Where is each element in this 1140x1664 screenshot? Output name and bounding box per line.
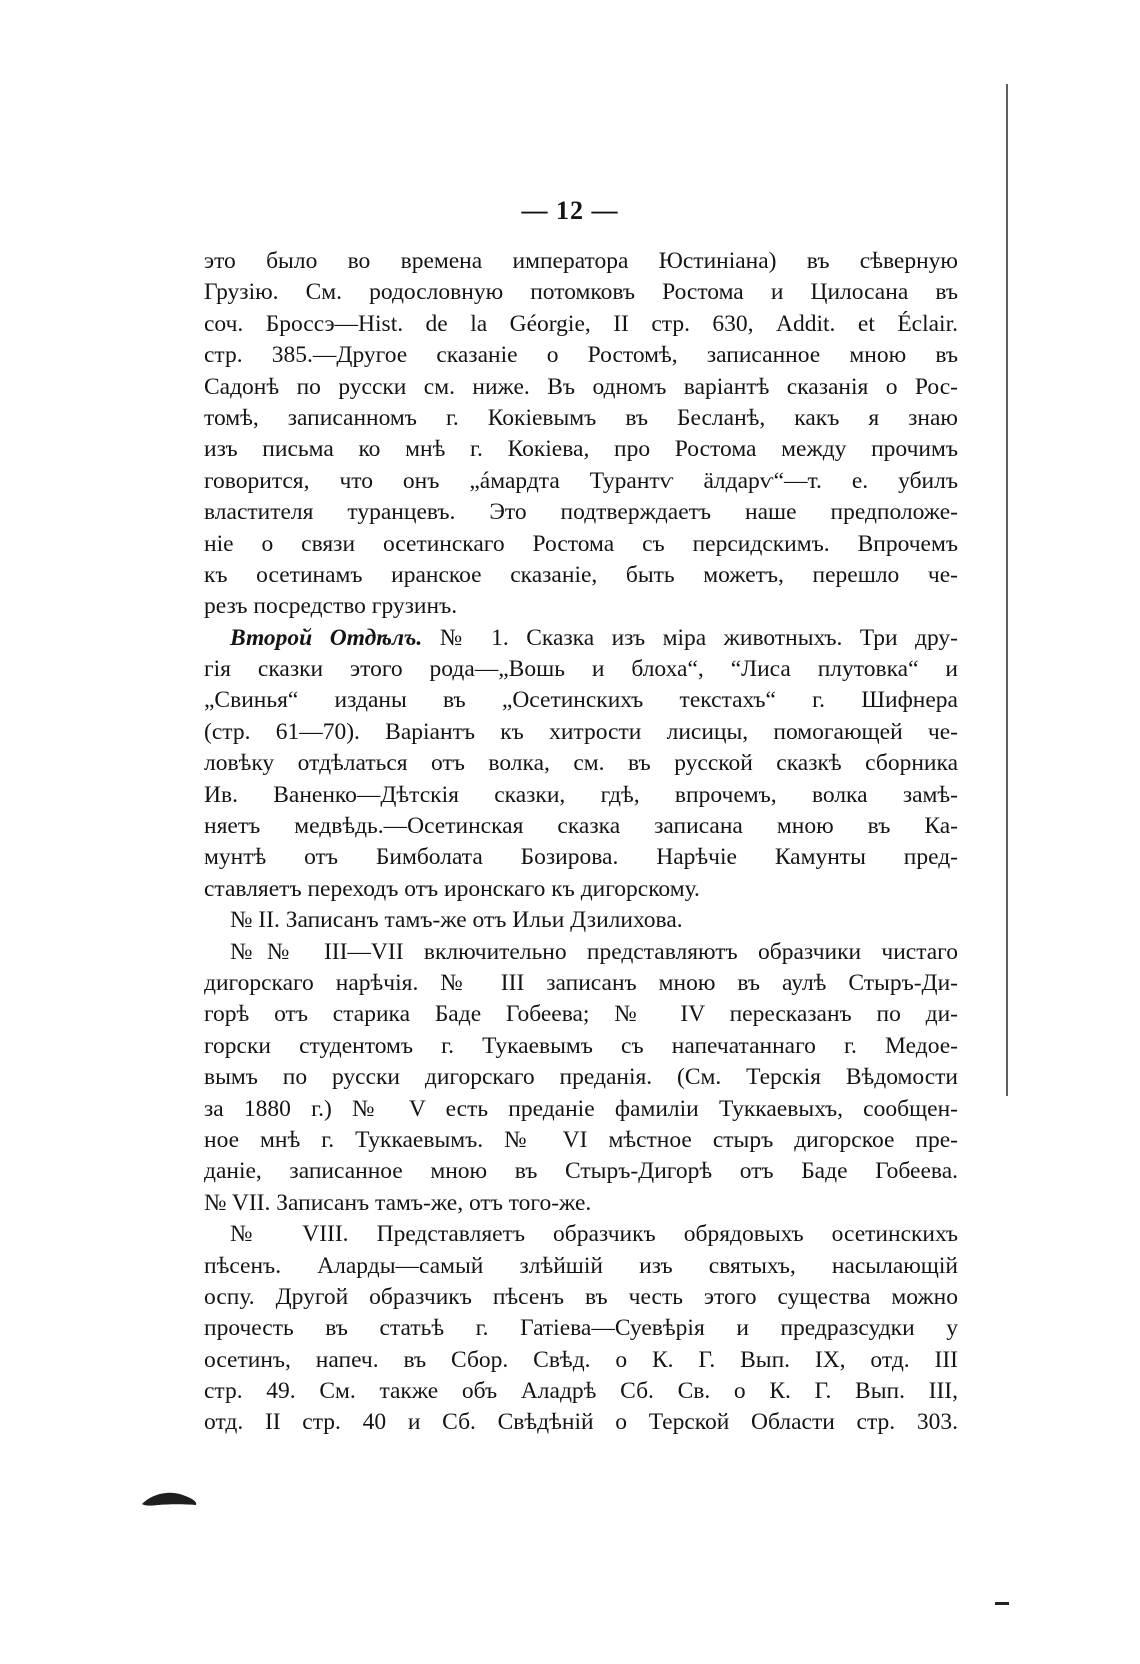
text-line: ставляетъ переходъ отъ иронскаго къ дигорскому. [204, 875, 700, 902]
text-line: изъ письма ко мнѣ г. Кокіева, про Ростома между прочимъ [204, 436, 958, 463]
text-line: томѣ, записанномъ г. Кокіевымъ въ Бесланѣ, какъ я знаю [204, 404, 958, 431]
text-line: къ осетинамъ иранское сказаніе, быть можетъ, перешло че- [204, 561, 958, 588]
text-line: № II. Записанъ тамъ-же отъ Ильи Дзилихова. [230, 907, 683, 934]
text-line: №№ III—VII включительно представляютъ образчики чистаго [230, 938, 958, 965]
text-line: стр. 49. См. также объ Аладрѣ Сб. Св. о К. Г. Вып. III, [204, 1378, 958, 1405]
text-line: соч. Броссэ—Hist. de la Géorgie, II стр. 630, Addit. et Éclair. [204, 310, 958, 337]
text-line: горски студентомъ г. Тукаевымъ съ напечатаннаго г. Медое- [204, 1032, 958, 1059]
text-line: Ив. Ваненко—Дѣтскія сказки, гдѣ, впрочемъ, волка замѣ- [204, 781, 958, 808]
text-line: даніе, записанное мною въ Стыръ-Дигорѣ отъ Баде Гобеева. [204, 1158, 958, 1185]
text-line: это было во времена императора Юстиніана) въ сѣверную [204, 248, 958, 274]
section-heading-rest: № 1. Сказка изъ міра животныхъ. Три дру- [422, 624, 958, 651]
text-line: (стр. 61—70). Варіантъ къ хитрости лисицы, помогающей че- [204, 718, 958, 745]
text-line: „Свинья“ изданы въ „Осетинскихъ текстахъ“ г. Шифнера [204, 687, 958, 714]
text-line: № VII. Записанъ тамъ-же, отъ того-же. [204, 1189, 592, 1216]
section-heading: Второй Отдѣлъ. [230, 624, 423, 651]
text-line: пѣсенъ. Аларды—самый злѣйшій изъ святыхъ, насылающій [204, 1252, 958, 1279]
text-line: оспу. Другой образчикъ пѣсенъ въ честь этого существа можно [204, 1283, 958, 1310]
text-line: гія сказки этого рода—„Вошь и блоха“, “Лиса плутовка“ и [204, 656, 958, 683]
text-line: говорится, что онъ „áмардта Турантѵ äлдарѵ“—т. е. убилъ [204, 467, 958, 494]
page-number: — 12 — [521, 196, 619, 225]
text-line: дигорскаго нарѣчія. № III записанъ мною въ аулѣ Стыръ-Ди- [204, 969, 958, 996]
text-line: отд. II стр. 40 и Сб. Свѣдѣній о Терской Области стр. 303. [204, 1409, 958, 1436]
text-line: ловѣку отдѣлаться отъ волка, см. въ русской сказкѣ сборника [204, 750, 958, 777]
text-line: № VIII. Представляетъ образчикъ обрядовыхъ осетинскихъ [230, 1221, 958, 1248]
text-line: вымъ по русски дигорскаго преданія. (См. Терскія Вѣдомости [204, 1064, 958, 1091]
text-line: Садонѣ по русски см. ниже. Въ одномъ варіантѣ сказанія о Рос- [204, 373, 958, 400]
text-line: ное мнѣ г. Туккаевымъ. № VI мѣстное стыръ дигорское пре- [204, 1126, 958, 1153]
text-line: за 1880 г.) № V есть преданіе фамиліи Туккаевыхъ, сообщен- [204, 1095, 958, 1122]
text-line: мунтѣ отъ Бимболата Бозирова. Нарѣчіе Камунты пред- [204, 844, 958, 871]
text-line: горѣ отъ старика Баде Гобеева; № IV пересказанъ по ди- [204, 1001, 958, 1028]
text-line: прочесть въ статьѣ г. Гатіева—Суевѣрія и предразсудки у [204, 1315, 958, 1342]
text-line: стр. 385.—Другое сказаніе о Ростомѣ, записанное мною въ [204, 342, 958, 369]
ink-blot-icon [140, 1489, 198, 1507]
text-line: осетинъ, напеч. въ Сбор. Свѣд. о К. Г. Вып. IX, отд. III [204, 1346, 958, 1373]
text-line: Грузію. См. родословную потомковъ Ростома и Цилосана въ [204, 279, 958, 306]
text-line: ніе о связи осетинскаго Ростома съ персидскимъ. Впрочемъ [204, 530, 958, 557]
text-line: няетъ медвѣдь.—Осетинская сказка записана мною въ Ка- [204, 813, 958, 840]
text-line: резъ посредство грузинъ. [204, 593, 458, 620]
text-body [204, 246, 958, 1439]
text-line: властителя туранцевъ. Это подтверждаетъ наше предположе- [204, 499, 958, 526]
edge-mark [995, 1602, 1009, 1605]
text-line [204, 623, 958, 654]
page-edge-rule [1006, 84, 1008, 1096]
